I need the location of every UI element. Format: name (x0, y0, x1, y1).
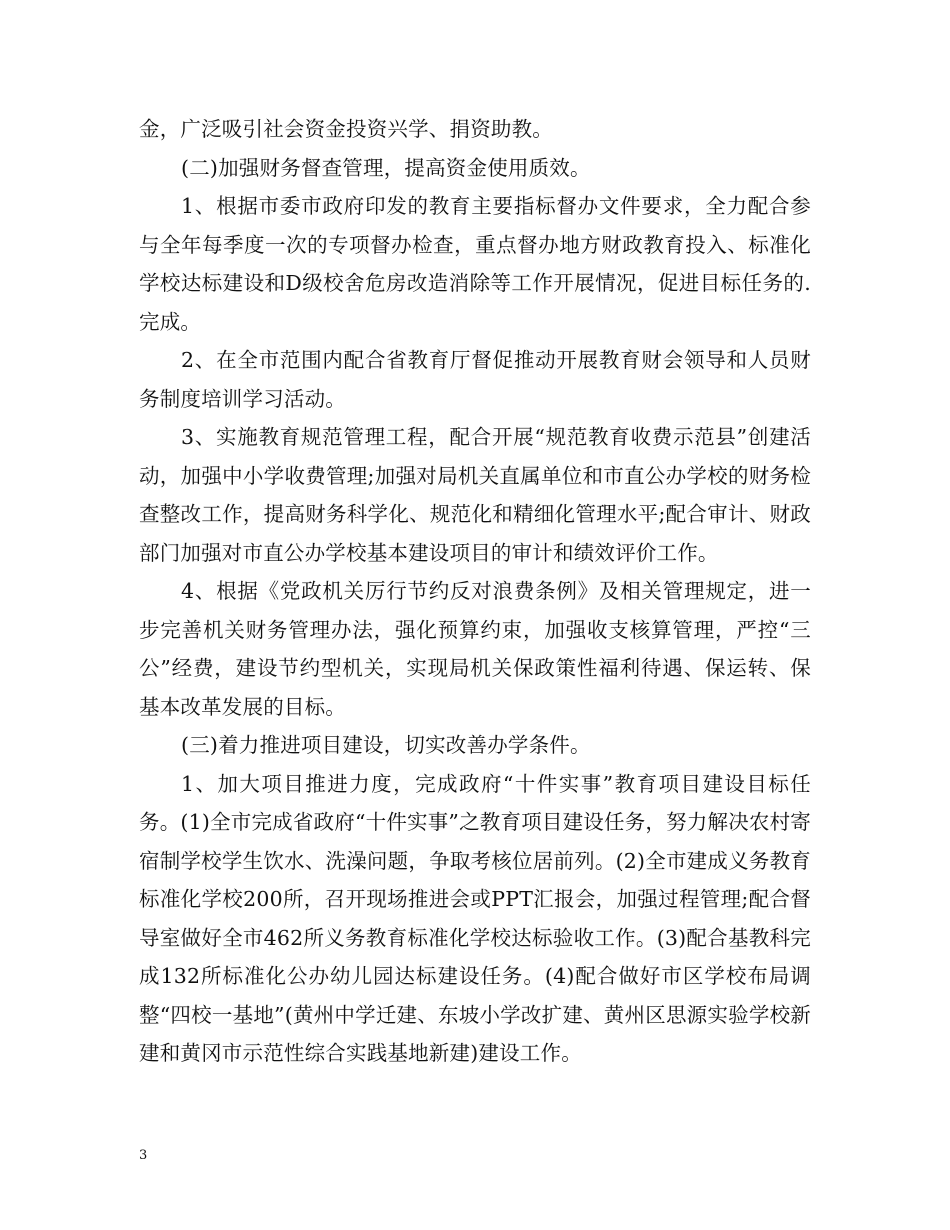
paragraph-project-item-1: 1、加大项目推进力度，完成政府“十件实事”教育项目建设目标任务。(1)全市完成省政府“十件实事”之教育项目建设任务，努力解决农村寄宿制学校学生饮水、洗澡问题，争取考核位居前列。(2)全市建成义务教育标准化学校200所，召开现场推进会或PPT汇报会，加强过程管理;配合督导室做好全市462所义务教育标准化学校达标验收工作。(3)配合基教科完成132所标准化公办幼儿园达标建设任务。(4)配合做好市区学校布局调整“四校一基地”(黄州中学迁建、东坡小学改扩建、黄州区思源实验学校新建和黄冈市示范性综合实践基地新建)建设工作。 (139, 771, 811, 1065)
paragraph-item-1: 1、根据市委市政府印发的教育主要指标督办文件要求，全力配合参与全年每季度一次的专项督办检查，重点督办地方财政教育投入、标准化学校达标建设和D级校舍危房改造消除等工作开展情况，促进目标任务的.完成。 (139, 194, 811, 334)
paragraph-item-4: 4、根据《党政机关厉行节约反对浪费条例》及相关管理规定，进一步完善机关财务管理办法，强化预算约束，加强收支核算管理，严控“三公”经费，建设节约型机关，实现局机关保政策性福利待遇、保运转、保基本改革发展的目标。 (139, 579, 811, 719)
section-heading-finance-supervision: (二)加强财务督查管理，提高资金使用质效。 (181, 155, 591, 180)
paragraph-item-3: 3、实施教育规范管理工程，配合开展“规范教育收费示范县”创建活动，加强中小学收费管理;加强对局机关直属单位和市直公办学校的财务检查整改工作，提高财务科学化、规范化和精细化管理水平;配合审计、财政部门加强对市直公办学校基本建设项目的审计和绩效评价工作。 (139, 425, 811, 565)
paragraph-item-2: 2、在全市范围内配合省教育厅督促推动开展教育财会领导和人员财务制度培训学习活动。 (139, 348, 811, 411)
page-number: 3 (139, 1148, 148, 1163)
section-heading-project-construction: (三)着力推进项目建设，切实改善办学条件。 (181, 733, 591, 757)
document-body (139, 110, 811, 1073)
paragraph-continuation: 金，广泛吸引社会资金投资兴学、捐资助教。 (139, 117, 553, 141)
